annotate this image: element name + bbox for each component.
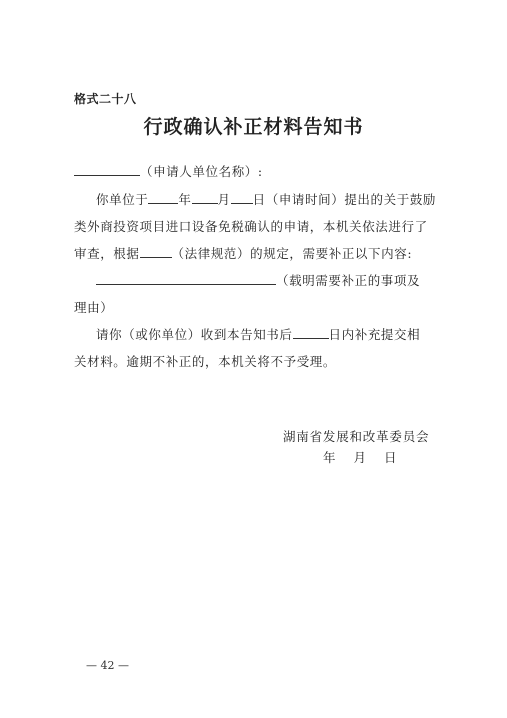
salutation-line xyxy=(74,162,446,180)
para1-text: 月 xyxy=(217,192,231,207)
para1-text: （法律规范）的规定，需要补正以下内容: xyxy=(171,246,413,261)
signature-organization: 湖南省发展和改革委员会 xyxy=(283,429,430,444)
para1-text: 你单位于 xyxy=(96,192,149,207)
para2-line2: 关材料。逾期不补正的，本机关将不予受理。 xyxy=(74,354,337,369)
supplement-content-blank xyxy=(96,272,276,285)
document-title: 行政确认补正材料告知书 xyxy=(143,116,364,138)
month-blank xyxy=(192,191,218,204)
para2-text: 请你（或你单位）收到本告知书后 xyxy=(96,327,293,342)
year-blank xyxy=(148,191,178,204)
para2-text: 日内补充提交相 xyxy=(328,327,421,342)
format-label: 格式二十八 xyxy=(74,92,137,106)
para1-line3 xyxy=(74,244,446,262)
para1-text: （载明需要补正的事项及 xyxy=(276,273,421,288)
para2-line1 xyxy=(96,325,446,343)
para1-line5: 理由） xyxy=(74,300,114,315)
days-blank xyxy=(293,326,329,339)
salutation-suffix: （申请人单位名称）: xyxy=(140,164,263,179)
para1-line4 xyxy=(96,271,446,289)
day-blank xyxy=(231,191,253,204)
para1-text: 日（申请时间）提出的关于鼓励 xyxy=(252,192,437,207)
law-blank xyxy=(140,245,172,258)
applicant-name-blank xyxy=(74,163,140,176)
para1-line1 xyxy=(96,190,446,208)
para1-text: 年 xyxy=(178,192,192,207)
signature-date: 年 月 日 xyxy=(323,450,397,465)
page-number: — 42 — xyxy=(86,659,129,672)
para1-line2: 类外商投资项目进口设备免税确认的申请，本机关依法进行了 xyxy=(74,219,428,234)
para1-text: 审查，根据 xyxy=(74,246,140,261)
